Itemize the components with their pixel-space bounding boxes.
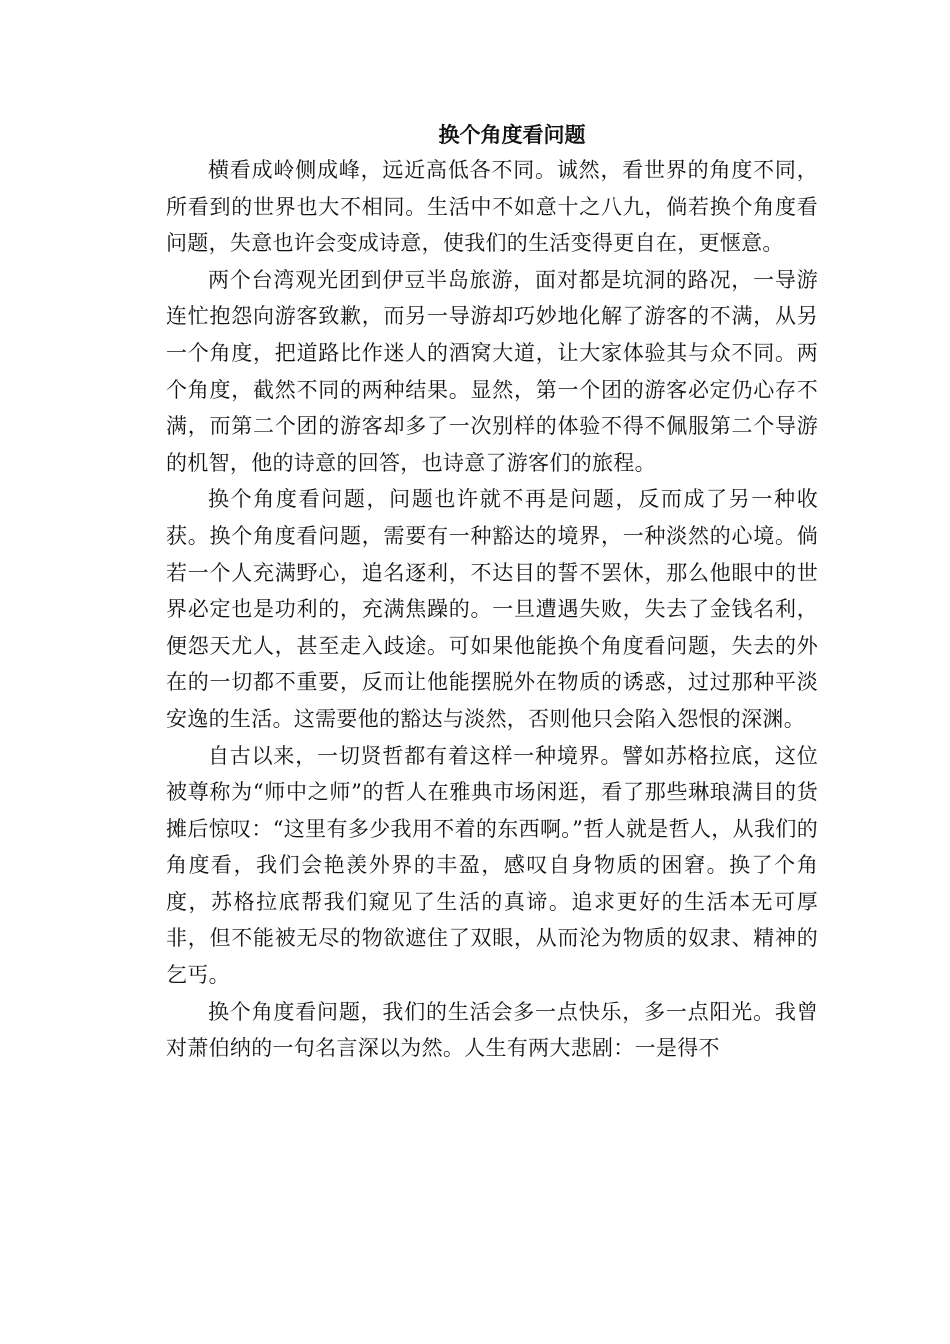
paragraph-5: 换个角度看问题，我们的生活会多一点快乐，多一点阳光。我曾对萧伯纳的一句名言深以为然。人生有两大悲剧：一是得不 [166,999,818,1061]
paragraph-4: 自古以来，一切贤哲都有着这样一种境界。譬如苏格拉底，这位被尊称为“师中之师”的哲人在雅典市场闲逛，看了那些琳琅满目的货摊后惊叹：“这里有多少我用不着的东西啊。”哲人就是哲人，从我们的角度看，我们会艳羡外界的丰盈，感叹自身物质的困窘。换了个角度，苏格拉底帮我们窥见了生活的真谛。追求更好的生活本无可厚非，但不能被无尽的物欲遮住了双眼，从而沦为物质的奴隶、精神的乞丐。 [166,743,818,988]
document-body [166,118,818,1067]
paragraph-1: 横看成岭侧成峰，远近高低各不同。诚然，看世界的角度不同，所看到的世界也大不相同。生活中不如意十之八九，倘若换个角度看问题，失意也许会变成诗意，使我们的生活变得更自在，更惬意。 [166,158,818,256]
paragraph-2: 两个台湾观光团到伊豆半岛旅游，面对都是坑洞的路况，一导游连忙抱怨向游客致歉，而另一导游却巧妙地化解了游客的不满，从另一个角度，把道路比作迷人的酒窝大道，让大家体验其与众不同。两个角度，截然不同的两种结果。显然，第一个团的游客必定仍心存不满，而第二个团的游客却多了一次别样的体验不得不佩服第二个导游的机智，他的诗意的回答，也诗意了游客们的旅程。 [166,267,818,475]
document-title: 换个角度看问题 [438,122,586,147]
paragraph-3: 换个角度看问题，问题也许就不再是问题，反而成了另一种收获。换个角度看问题，需要有一种豁达的境界，一种淡然的心境。倘若一个人充满野心，追名逐利，不达目的誓不罢休，那么他眼中的世界必定也是功利的，充满焦躁的。一旦遭遇失败，失去了金钱名利，便怨天尤人，甚至走入歧途。可如果他能换个角度看问题，失去的外在的一切都不重要，反而让他能摆脱外在物质的诱惑，过过那种平淡安逸的生活。这需要他的豁达与淡然，否则他只会陷入怨恨的深渊。 [166,487,818,731]
